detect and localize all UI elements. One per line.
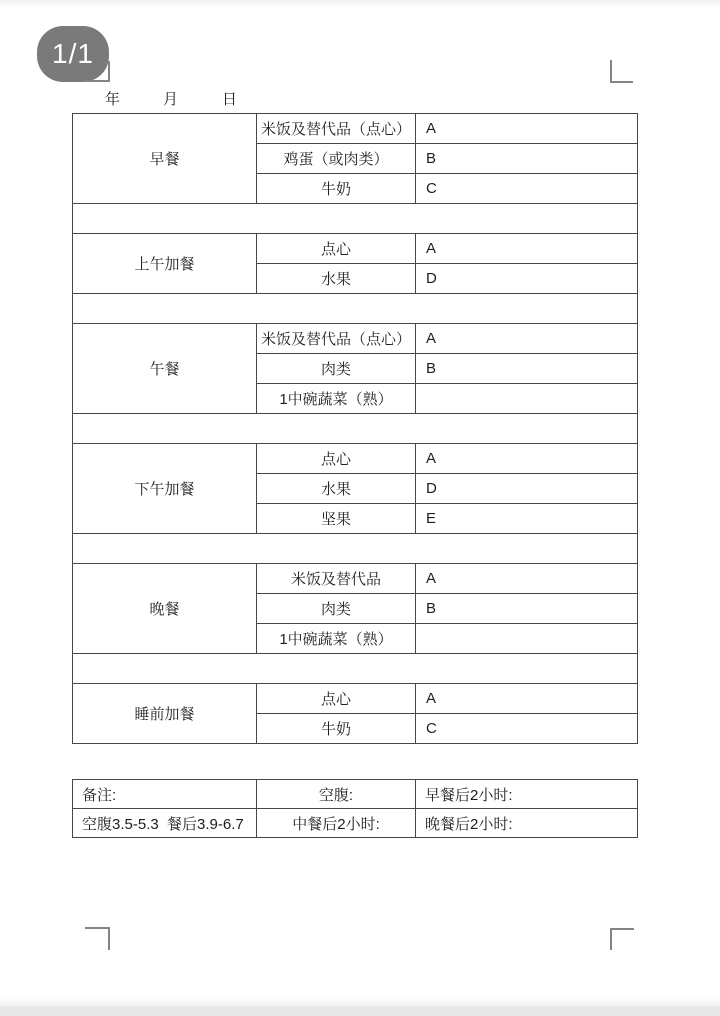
- fasting-label-cell: 空腹:: [257, 780, 416, 809]
- food-cell: 牛奶: [257, 174, 416, 204]
- meal-name-cell: 晚餐: [73, 564, 257, 654]
- table-row: [73, 809, 638, 838]
- meal-name-cell: 上午加餐: [73, 234, 257, 294]
- code-cell: A: [416, 444, 638, 474]
- food-cell: 点心: [257, 234, 416, 264]
- table-row: [73, 780, 638, 809]
- crop-corner-top-right-icon: [610, 60, 633, 83]
- spacer-row: [73, 534, 638, 564]
- page-number-label: 1/1: [52, 38, 94, 69]
- month-label: 月: [163, 91, 179, 108]
- meal-name-cell: 午餐: [73, 324, 257, 414]
- crop-corner-top-left-icon: [87, 61, 110, 82]
- food-cell: 1中碗蔬菜（熟）: [257, 624, 416, 654]
- table-row: [73, 564, 638, 594]
- code-cell: D: [416, 474, 638, 504]
- after-dinner-label-cell: 晚餐后2小时:: [416, 809, 638, 838]
- meal-schedule-table: [72, 113, 638, 744]
- spacer-cell: [73, 654, 638, 684]
- food-cell: 米饭及替代品（点心）: [257, 114, 416, 144]
- bottom-edge-shade: [0, 997, 720, 1006]
- code-cell: [416, 384, 638, 414]
- remarks-label-cell: 备注:: [73, 780, 257, 809]
- meal-name-cell: 睡前加餐: [73, 684, 257, 744]
- spacer-row: [73, 654, 638, 684]
- code-cell: B: [416, 594, 638, 624]
- food-cell: 点心: [257, 444, 416, 474]
- spacer-row: [73, 414, 638, 444]
- date-header: [72, 88, 637, 108]
- code-cell: D: [416, 264, 638, 294]
- code-cell: E: [416, 504, 638, 534]
- food-cell: 肉类: [257, 354, 416, 384]
- food-cell: 肉类: [257, 594, 416, 624]
- food-cell: 点心: [257, 684, 416, 714]
- code-cell: A: [416, 324, 638, 354]
- code-cell: A: [416, 114, 638, 144]
- food-cell: 水果: [257, 474, 416, 504]
- food-cell: 1中碗蔬菜（熟）: [257, 384, 416, 414]
- after-lunch-label-cell: 中餐后2小时:: [257, 809, 416, 838]
- code-cell: A: [416, 564, 638, 594]
- table-row: [73, 234, 638, 264]
- code-cell: [416, 624, 638, 654]
- food-cell: 水果: [257, 264, 416, 294]
- code-cell: C: [416, 174, 638, 204]
- spacer-row: [73, 204, 638, 234]
- spacer-cell: [73, 414, 638, 444]
- code-cell: C: [416, 714, 638, 744]
- code-cell: B: [416, 144, 638, 174]
- spacer-cell: [73, 294, 638, 324]
- after-breakfast-label-cell: 早餐后2小时:: [416, 780, 638, 809]
- code-cell: B: [416, 354, 638, 384]
- top-edge-shade: [0, 0, 720, 8]
- table-row: [73, 324, 638, 354]
- spacer-cell: [73, 534, 638, 564]
- code-cell: A: [416, 234, 638, 264]
- food-cell: 坚果: [257, 504, 416, 534]
- table-row: [73, 444, 638, 474]
- crop-corner-bottom-left-icon: [85, 927, 110, 950]
- year-label: 年: [105, 91, 121, 108]
- food-cell: 牛奶: [257, 714, 416, 744]
- remarks-table: [72, 779, 638, 838]
- table-row: [73, 684, 638, 714]
- food-cell: 鸡蛋（或肉类）: [257, 144, 416, 174]
- day-label: 日: [222, 91, 238, 108]
- spacer-cell: [73, 204, 638, 234]
- target-range-cell: 空腹3.5-5.3 餐后3.9-6.7: [73, 809, 257, 838]
- table-row: [73, 114, 638, 144]
- food-cell: 米饭及替代品: [257, 564, 416, 594]
- crop-corner-bottom-right-icon: [610, 928, 634, 950]
- bottom-letterbox-bar: [0, 1006, 720, 1016]
- meal-name-cell: 早餐: [73, 114, 257, 204]
- food-cell: 米饭及替代品（点心）: [257, 324, 416, 354]
- spacer-row: [73, 294, 638, 324]
- meal-name-cell: 下午加餐: [73, 444, 257, 534]
- code-cell: A: [416, 684, 638, 714]
